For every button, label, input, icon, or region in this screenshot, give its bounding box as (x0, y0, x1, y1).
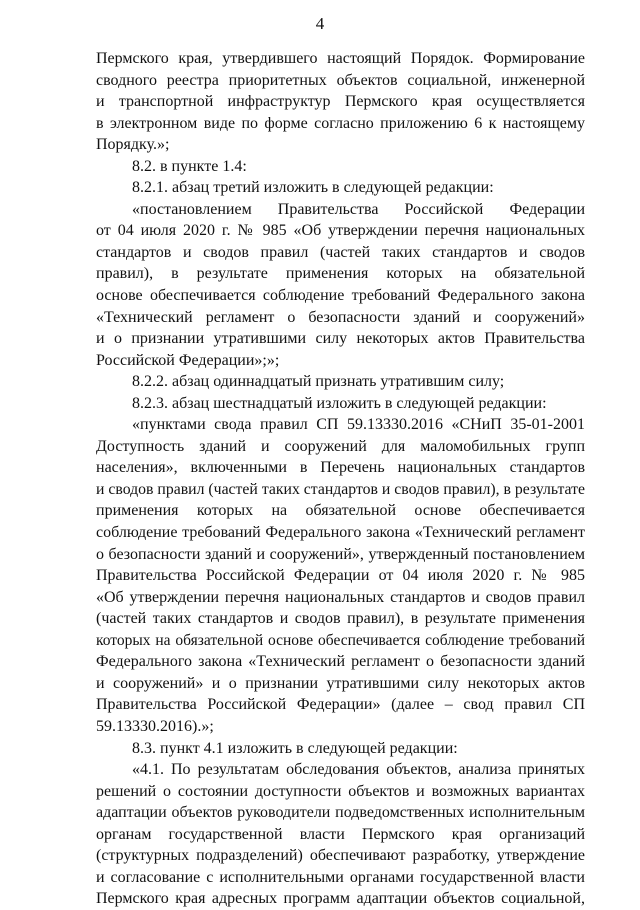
text-line: 8.2. в пункте 1.4: (132, 157, 247, 175)
text-line: и о признании утратившими силу некоторых актов Правительства (96, 330, 585, 348)
text-line: Доступность зданий и сооружений для маломобильных групп (96, 437, 585, 455)
text-line: и сооружений» и о признании утратившими силу некоторых актов (96, 674, 585, 692)
text-line: 59.13330.2016).»; (96, 717, 214, 735)
text-line: Правительства Российской Федерации» (далее – свод правил СП (96, 696, 585, 714)
text-line: (частей таких стандартов и сводов правил), в результате применения (96, 610, 585, 628)
text-line: 8.2.1. абзац третий изложить в следующей редакции: (132, 179, 494, 197)
text-line: «Технический регламент о безопасности зданий и сооружений» (96, 308, 585, 326)
text-line: решений о состоянии доступности объектов и возможных вариантах (96, 782, 585, 800)
text-line: соблюдение требований Федерального закона «Технический регламент (96, 524, 585, 542)
text-line: и сводов правил (частей таких стандартов и сводов правил), в результате (96, 480, 585, 498)
text-line: в электронном виде по форме согласно приложению 6 к настоящему (96, 114, 585, 132)
text-line: применения которых на обязательной основе обеспечивается (96, 502, 585, 520)
text-line: «Об утверждении перечня национальных стандартов и сводов правил (96, 588, 585, 606)
text-line: населения», включенными в Перечень национальных стандартов (96, 459, 585, 477)
text-line: 8.3. пункт 4.1 изложить в следующей редакции: (132, 739, 458, 757)
text-line: правил), в результате применения которых на обязательной (96, 265, 585, 283)
page-number: 4 (315, 14, 325, 33)
text-line: Пермского края, утвердившего настоящий Порядок. Формирование (96, 50, 585, 67)
text-line: основе обеспечивается соблюдение требований Федерального закона (96, 287, 585, 305)
text-line: о безопасности зданий и сооружений», утвержденный постановлением (96, 545, 585, 563)
text-line: стандартов и сводов правил (частей таких стандартов и сводов (96, 243, 585, 261)
text-line: Пермского края адресных программ адаптации объектов социальной, (96, 890, 585, 908)
text-line: 8.2.2. абзац одиннадцатый признать утратившим силу; (132, 373, 505, 391)
text-line: «пунктами свода правил СП 59.13330.2016 «СНиП 35-01-2001 (132, 416, 585, 434)
text-line: адаптации объектов руководители подведомственных исполнительным (96, 804, 585, 822)
text-line: Федерального закона «Технический регламент о безопасности зданий (96, 653, 585, 671)
text-line: Российской Федерации»;»; (96, 351, 280, 369)
text-line: «4.1. По результатам обследования объектов, анализа принятых (132, 761, 585, 779)
text-line: Правительства Российской Федерации от 04 июля 2020 г. № 985 (96, 567, 585, 585)
text-line: органам государственной власти Пермского края организаций (96, 825, 585, 843)
text-line: Порядку.»; (96, 136, 170, 154)
document-body (96, 48, 585, 910)
text-line: и транспортной инфраструктур Пермского края осуществляется (96, 93, 585, 111)
text-line: сводного реестра приоритетных объектов социальной, инженерной (96, 71, 585, 89)
text-line: «постановлением Правительства Российской Федерации (132, 200, 585, 218)
text-line: которых на обязательной основе обеспечивается соблюдение требований (96, 631, 585, 649)
text-line: от 04 июля 2020 г. № 985 «Об утверждении перечня национальных (96, 222, 585, 240)
text-line: 8.2.3. абзац шестнадцатый изложить в следующей редакции: (132, 394, 547, 412)
text-line: и согласование с исполнительными органами государственной власти (96, 868, 585, 886)
text-line: (структурных подразделений) обеспечивают разработку, утверждение (96, 847, 585, 865)
